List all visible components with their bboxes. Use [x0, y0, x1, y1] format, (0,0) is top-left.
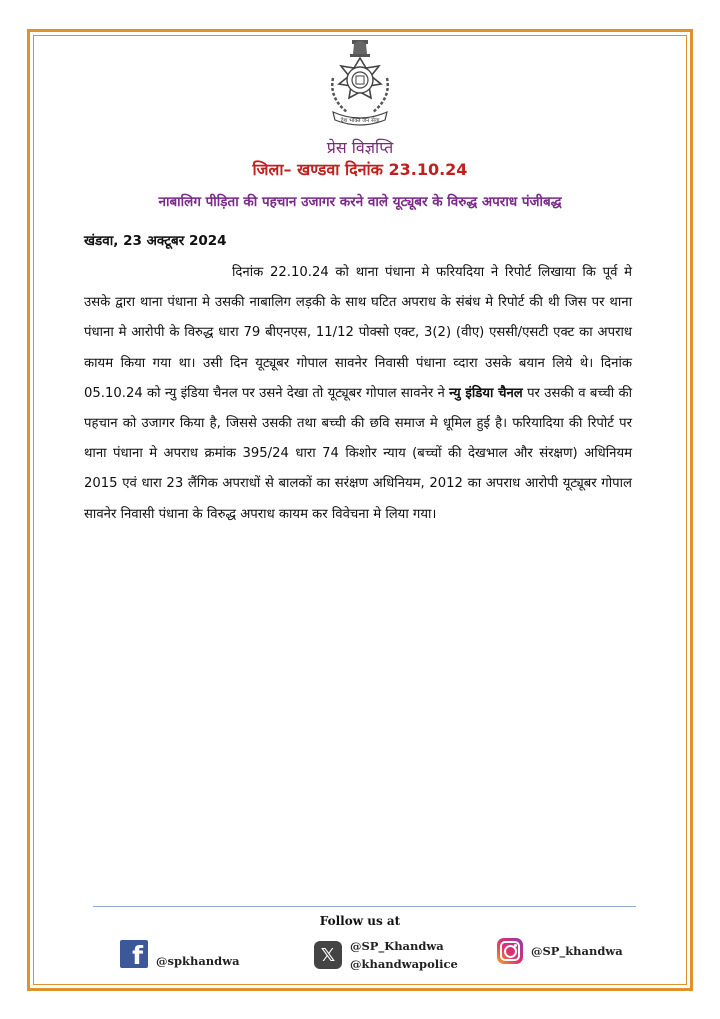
instagram-icon — [497, 938, 523, 964]
facebook-icon: f — [120, 940, 148, 968]
district-date-line: जिला– खण्डवा दिनांक 23.10.24 — [252, 160, 468, 179]
facebook-handle: @spkhandwa — [156, 954, 240, 968]
x-twitter-link[interactable] — [314, 937, 458, 973]
dateline: खंडवा, 23 अक्टूबर 2024 — [84, 233, 227, 249]
x-handle-secondary: @khandwapolice — [350, 957, 458, 971]
page-title: प्रेस विज्ञप्ति — [326, 138, 394, 157]
footer-divider — [93, 906, 636, 907]
follow-us-label: Follow us at — [319, 914, 401, 928]
facebook-link[interactable] — [120, 940, 240, 968]
instagram-link[interactable] — [497, 938, 623, 964]
instagram-handle: @SP_khandwa — [531, 944, 623, 958]
body-text-part1: दिनांक 22.10.24 को थाना पंधाना मे फरियदिया ने रिपोर्ट लिखाया कि पूर्व मे उसके द्वारा थाना पंधाना मे उसकी नाबालिग लड़की के साथ घटित अपराध के संबंध मे रिपोर्ट की थी जिस पर थाना पंधाना मे आरोपी के विरुद्ध धारा 79 बीएनएस, 11/12 पोक्सो एक्ट, 3(2) (वीए) एससी/एसटी एक्ट का अपराध कायम किया गया था। उसी दिन यूट्यूबर गोपाल सावनेर निवासी पंधाना व्दारा उसके बयान लिये थे। दिनांक 05.10.24 को न्यु इंडिया चैनल पर उसने देखा तो यूट्यूबर गोपाल सावनेर ने — [84, 265, 632, 401]
body-bold-phrase: न्यु इंडिया चैनल — [449, 385, 523, 401]
body-paragraph — [84, 258, 632, 530]
x-handle-primary: @SP_Khandwa — [350, 939, 444, 953]
subject-heading: नाबालिग पीड़िता की पहचान उजागर करने वाले यूट्यूबर के विरुद्ध अपराध पंजीबद्ध — [158, 194, 562, 210]
body-text-part2: पर उसकी व बच्ची की पहचान को उजागर किया है, जिससे उसकी तथा बच्ची की छवि समाज मे धूमिल हुई है। फरियादिया की रिपोर्ट पर थाना पंधाना मे अपराध क्रमांक 395/24 धारा 74 किशोर न्याय (बच्चों की देखभाल और संरक्षण) अधिनियम 2015 एवं धारा 23 लैंगिक अपराधों से बालकों का सरंक्षण अधिनियम, 2012 का अपराध आरोपी यूट्यूबर गोपाल सावनेर निवासी पंधाना के विरुद्ध अपराध कायम कर विवेचना मे लिया गया। — [84, 385, 632, 522]
x-twitter-icon: 𝕏 — [314, 941, 342, 969]
emblem-motto: देश भक्ति जन सेवा — [340, 118, 380, 124]
